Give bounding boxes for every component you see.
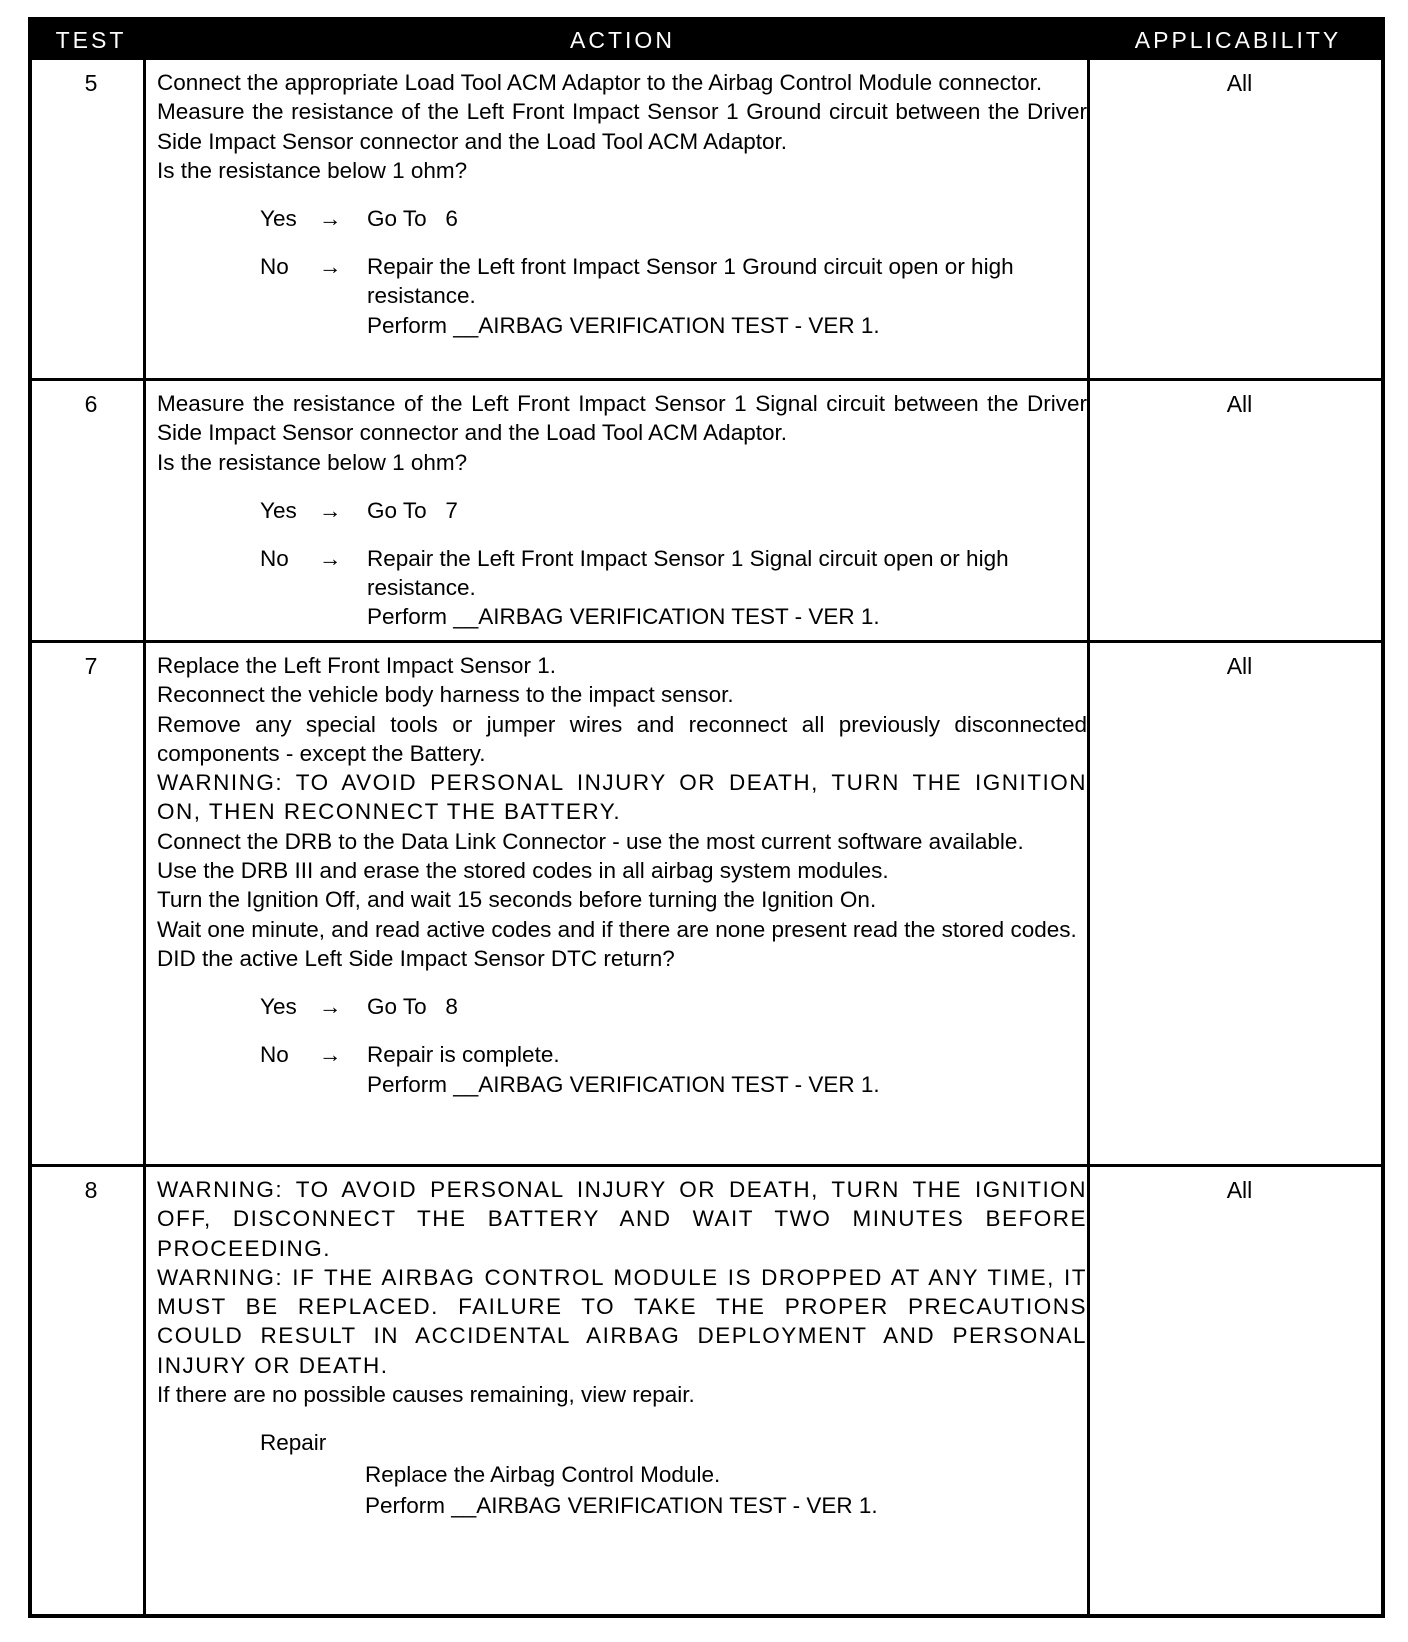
arrow-right-icon: → <box>319 497 342 523</box>
test-number: 7 <box>84 653 98 679</box>
no-branch <box>157 1040 1087 1099</box>
no-label: No <box>260 1042 289 1068</box>
action-paragraph: Connect the appropriate Load Tool ACM Adaptor to the Airbag Control Module connector. <box>157 70 1043 95</box>
repair-text: Replace the Airbag Control Module. <box>365 1461 721 1487</box>
perform-text: Perform __AIRBAG VERIFICATION TEST - VER 1. <box>367 312 880 338</box>
action-paragraph: If there are no possible causes remaining, view repair. <box>157 1382 695 1408</box>
arrow-right-icon: → <box>319 254 342 280</box>
table-header <box>32 21 1381 60</box>
no-branch <box>157 252 1087 340</box>
yes-label: Yes <box>260 497 297 523</box>
warning-text: WARNING: TO AVOID PERSONAL INJURY OR DEATH, TURN THE IGNITION OFF, DISCONNECT THE BATTERY AND WAIT TWO MINUTES BEFORE PROCEEDING. <box>157 1177 1087 1261</box>
warning-text: WARNING: IF THE AIRBAG CONTROL MODULE IS DROPPED AT ANY TIME, IT MUST BE REPLACED. FAILURE TO TAKE THE PROPER PRECAUTIONS COULD RESULT IN ACCIDENTAL AIRBAG DEPLOYMENT AND PERSONAL INJURY OR DEATH. <box>157 1264 1087 1378</box>
action-cell <box>157 1175 1087 1520</box>
no-label: No <box>260 254 289 280</box>
header-action: ACTION <box>570 27 675 53</box>
no-label: No <box>260 545 289 571</box>
repair-text: Repair the Left front Impact Sensor 1 Ground circuit open or high resistance. <box>367 254 1014 309</box>
test-number: 8 <box>84 1177 98 1203</box>
table-row-test-5 <box>32 60 1381 378</box>
action-paragraph: Connect the DRB to the Data Link Connector - use the most current software available. <box>157 828 1024 854</box>
yes-branch <box>157 496 1087 525</box>
action-cell <box>157 651 1087 1099</box>
test-number: 5 <box>84 70 98 96</box>
header-applicability: APPLICABILITY <box>1134 27 1342 53</box>
action-paragraph: Measure the resistance of the Left Front Impact Sensor 1 Ground circuit between the Driver Side Impact Sensor connector and the Load Tool ACM Adaptor. <box>157 99 1087 154</box>
goto-text: Go To 6 <box>367 206 458 232</box>
yes-branch <box>157 992 1087 1021</box>
action-cell <box>157 389 1087 632</box>
test-number: 6 <box>84 391 98 417</box>
yes-label: Yes <box>260 206 297 232</box>
action-paragraph: Use the DRB III and erase the stored codes in all airbag system modules. <box>157 858 889 884</box>
action-paragraph: Measure the resistance of the Left Front Impact Sensor 1 Signal circuit between the Driver Side Impact Sensor connector and the Load Tool ACM Adaptor. <box>157 391 1087 446</box>
applicability-cell: All <box>1226 1177 1253 1203</box>
perform-text: Perform __AIRBAG VERIFICATION TEST - VER 1. <box>367 1071 880 1097</box>
action-question: DID the active Left Side Impact Sensor DTC return? <box>157 945 675 971</box>
repair-text: Repair is complete. <box>367 1042 560 1068</box>
action-paragraph: Reconnect the vehicle body harness to the impact sensor. <box>157 682 734 708</box>
perform-text: Perform __AIRBAG VERIFICATION TEST - VER 1. <box>365 1492 878 1518</box>
applicability-cell: All <box>1226 391 1253 417</box>
goto-text: Go To 8 <box>367 994 458 1020</box>
applicability-cell: All <box>1226 653 1253 679</box>
action-paragraph: Wait one minute, and read active codes and if there are none present read the stored codes. <box>157 916 1077 942</box>
diagnostic-table <box>28 17 1385 1618</box>
action-paragraph: Replace the Left Front Impact Sensor 1. <box>157 653 556 678</box>
arrow-right-icon: → <box>319 206 342 232</box>
table-row-test-7 <box>32 640 1381 1164</box>
yes-branch <box>157 204 1087 233</box>
perform-text: Perform __AIRBAG VERIFICATION TEST - VER 1. <box>367 604 880 630</box>
action-cell <box>157 68 1087 340</box>
no-branch <box>157 544 1087 632</box>
table-row-test-8 <box>32 1164 1381 1614</box>
table-row-test-6 <box>32 378 1381 640</box>
yes-label: Yes <box>260 994 297 1020</box>
header-test: TEST <box>55 27 127 53</box>
action-question: Is the resistance below 1 ohm? <box>157 449 468 475</box>
repair-label: Repair <box>260 1430 327 1456</box>
repair-text: Repair the Left Front Impact Sensor 1 Signal circuit open or high resistance. <box>367 545 1009 601</box>
action-paragraph: Remove any special tools or jumper wires and reconnect all previously disconnected components - except the Battery. <box>157 711 1087 766</box>
action-question: Is the resistance below 1 ohm? <box>157 157 468 183</box>
action-paragraph: Turn the Ignition Off, and wait 15 seconds before turning the Ignition On. <box>157 887 877 913</box>
applicability-cell: All <box>1226 70 1253 96</box>
repair-instructions <box>365 1460 1087 1521</box>
arrow-right-icon: → <box>319 1042 342 1068</box>
arrow-right-icon: → <box>319 545 342 571</box>
warning-text: WARNING: TO AVOID PERSONAL INJURY OR DEATH, TURN THE IGNITION ON, THEN RECONNECT THE BATTERY. <box>157 770 1087 825</box>
arrow-right-icon: → <box>319 994 342 1020</box>
goto-text: Go To 7 <box>367 497 458 523</box>
